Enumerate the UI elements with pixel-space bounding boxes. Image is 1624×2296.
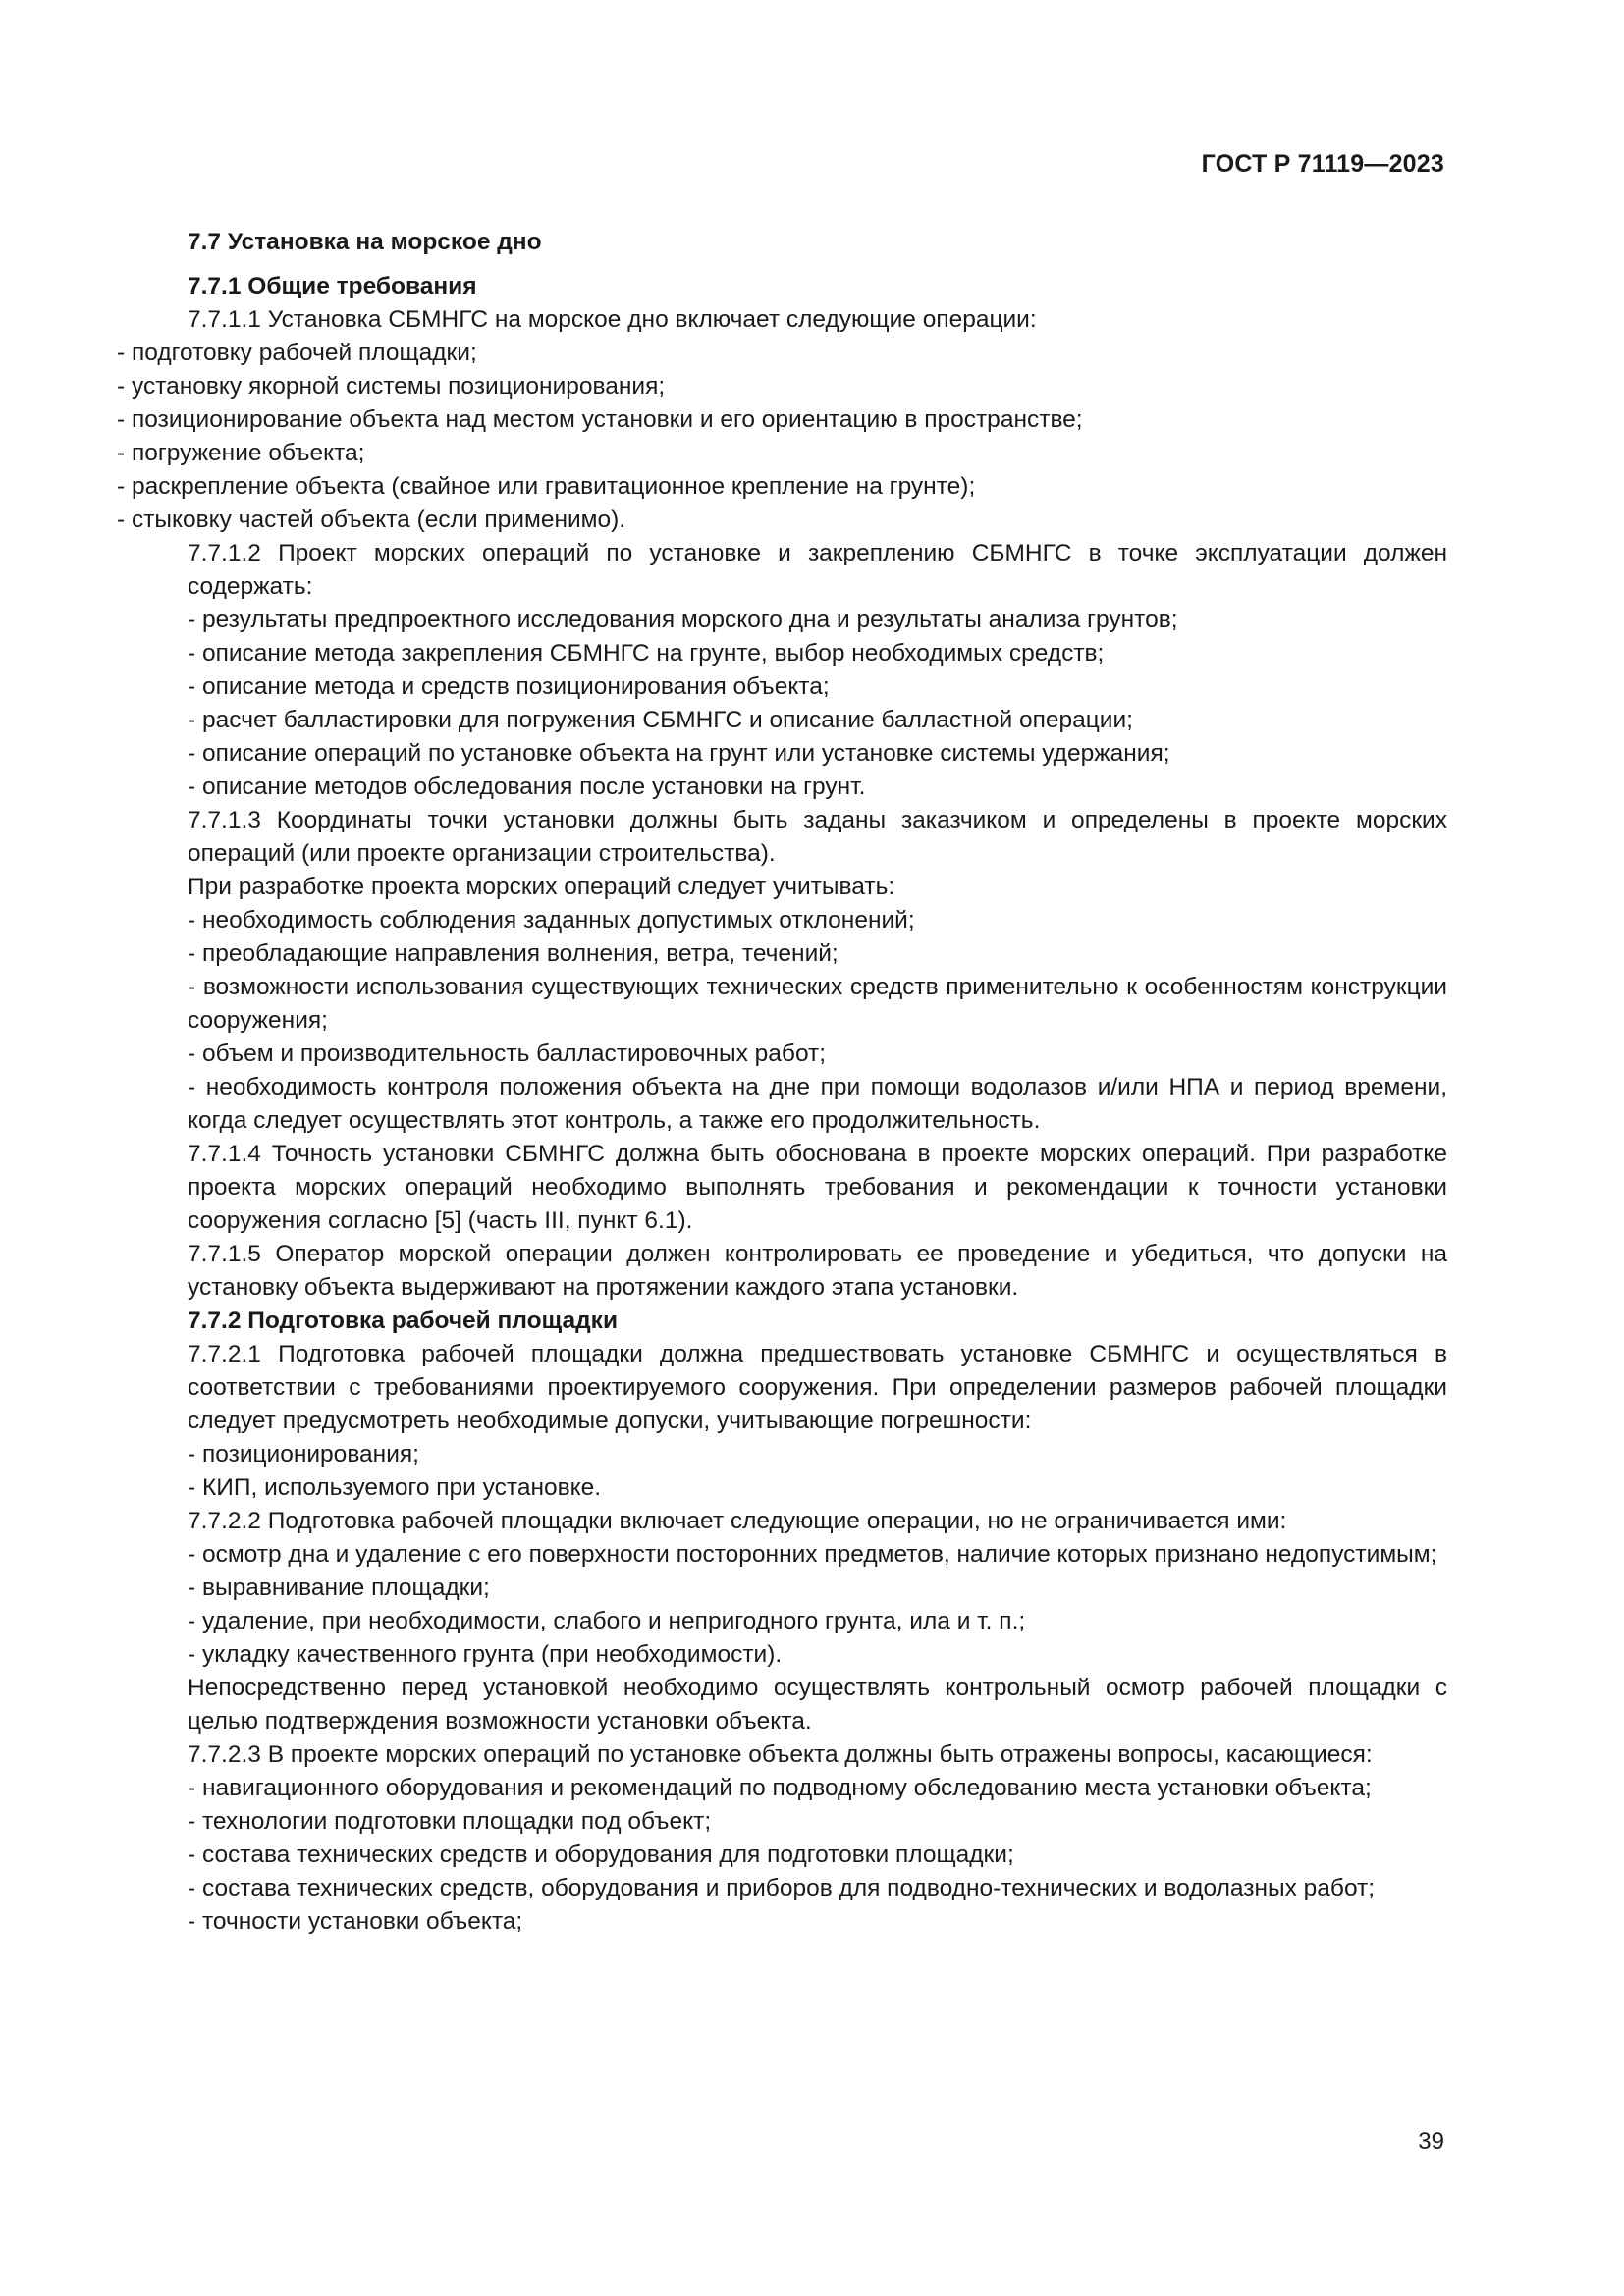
list-item: - навигационного оборудования и рекомендаций по подводному обследованию места установки объекта; [188, 1775, 1372, 1801]
paragraph: 7.7.1.2 Проект морских операций по установке и закреплению СБМНГС в точке эксплуатации должен содержать: [188, 540, 1447, 600]
list-item: - позиционирования; [188, 1441, 419, 1468]
paragraph: Непосредственно перед установкой необходимо осуществлять контрольный осмотр рабочей площадки с целью подтверждения возможности установки объекта. [188, 1675, 1447, 1735]
paragraph: 7.7.1.4 Точность установки СБМНГС должна быть обоснована в проекте морских операций. При разработке проекта морских операций необходимо выполнять требования и рекомендации к точности установки сооружения согласно [5] (часть III, пункт 6.1). [188, 1141, 1447, 1234]
list-item: - описание операций по установке объекта на грунт или установке системы удержания; [188, 740, 1170, 767]
list-item: - позиционирование объекта над местом установки и его ориентацию в пространстве; [117, 406, 1083, 433]
list-item: - укладку качественного грунта (при необходимости). [188, 1641, 783, 1668]
paragraph: 7.7.1.5 Оператор морской операции должен контролировать ее проведение и убедиться, что допуски на установку объекта выдерживают на протяжении каждого этапа установки. [188, 1241, 1447, 1301]
list-item: - возможности использования существующих технических средств применительно к особенностям конструкции сооружения; [188, 974, 1447, 1034]
list-item: - подготовку рабочей площадки; [117, 340, 477, 366]
paragraph: 7.7.1.3 Координаты точки установки должны быть заданы заказчиком и определены в проекте морских операций (или проекте организации строительства). [188, 807, 1447, 867]
list-item: - преобладающие направления волнения, ветра, течений; [188, 940, 839, 967]
section-heading: 7.7 Установка на морское дно [188, 229, 542, 255]
page-number: 39 [1418, 2128, 1444, 2155]
paragraph: 7.7.2.3 В проекте морских операций по установке объекта должны быть отражены вопросы, касающиеся: [188, 1741, 1373, 1768]
document-body [117, 226, 1447, 1939]
list-item: - описание метода и средств позиционирования объекта; [188, 673, 830, 700]
paragraph: 7.7.1.1 Установка СБМНГС на морское дно включает следующие операции: [188, 306, 1037, 333]
subsection-heading: 7.7.1 Общие требования [188, 273, 477, 299]
list-item: - описание метода закрепления СБМНГС на грунте, выбор необходимых средств; [188, 640, 1105, 667]
subsection-heading: 7.7.2 Подготовка рабочей площадки [188, 1308, 619, 1334]
list-item: - результаты предпроектного исследования морского дна и результаты анализа грунтов; [188, 607, 1178, 633]
list-item: - точности установки объекта; [188, 1908, 523, 1935]
list-item: - погружение объекта; [117, 440, 365, 466]
list-item: - установку якорной системы позиционирования; [117, 373, 666, 400]
list-item: - объем и производительность балластировочных работ; [188, 1041, 827, 1067]
list-item: - состава технических средств и оборудования для подготовки площадки; [188, 1842, 1014, 1868]
list-item: - описание методов обследования после установки на грунт. [188, 774, 866, 800]
list-item: - осмотр дна и удаление с его поверхности посторонних предметов, наличие которых признано недопустимым; [188, 1541, 1437, 1568]
paragraph: 7.7.2.1 Подготовка рабочей площадки должна предшествовать установке СБМНГС и осуществляться в соответствии с требованиями проектируемого сооружения. При определении размеров рабочей площадки следует предусмотреть необходимые допуски, учитывающие погрешности: [188, 1341, 1447, 1434]
paragraph: При разработке проекта морских операций следует учитывать: [188, 874, 895, 900]
list-item: - стыковку частей объекта (если применимо). [117, 507, 626, 533]
list-item: - расчет балластировки для погружения СБМНГС и описание балластной операции; [188, 707, 1133, 733]
list-item: - удаление, при необходимости, слабого и непригодного грунта, ила и т. п.; [188, 1608, 1026, 1634]
list-item: - раскрепление объекта (свайное или гравитационное крепление на грунте); [117, 473, 976, 500]
list-item: - необходимость контроля положения объекта на дне при помощи водолазов и/или НПА и период времени, когда следует осуществлять этот контроль, а также его продолжительность. [188, 1074, 1447, 1134]
list-item: - технологии подготовки площадки под объект; [188, 1808, 712, 1835]
document-code: ГОСТ Р 71119—2023 [1201, 150, 1444, 178]
paragraph: 7.7.2.2 Подготовка рабочей площадки включает следующие операции, но не ограничивается ими: [188, 1508, 1287, 1534]
list-item: - выравнивание площадки; [188, 1575, 490, 1601]
list-item: - необходимость соблюдения заданных допустимых отклонений; [188, 907, 915, 934]
list-item: - КИП, используемого при установке. [188, 1474, 602, 1501]
list-item: - состава технических средств, оборудования и приборов для подводно-технических и водолазных работ; [188, 1875, 1376, 1901]
